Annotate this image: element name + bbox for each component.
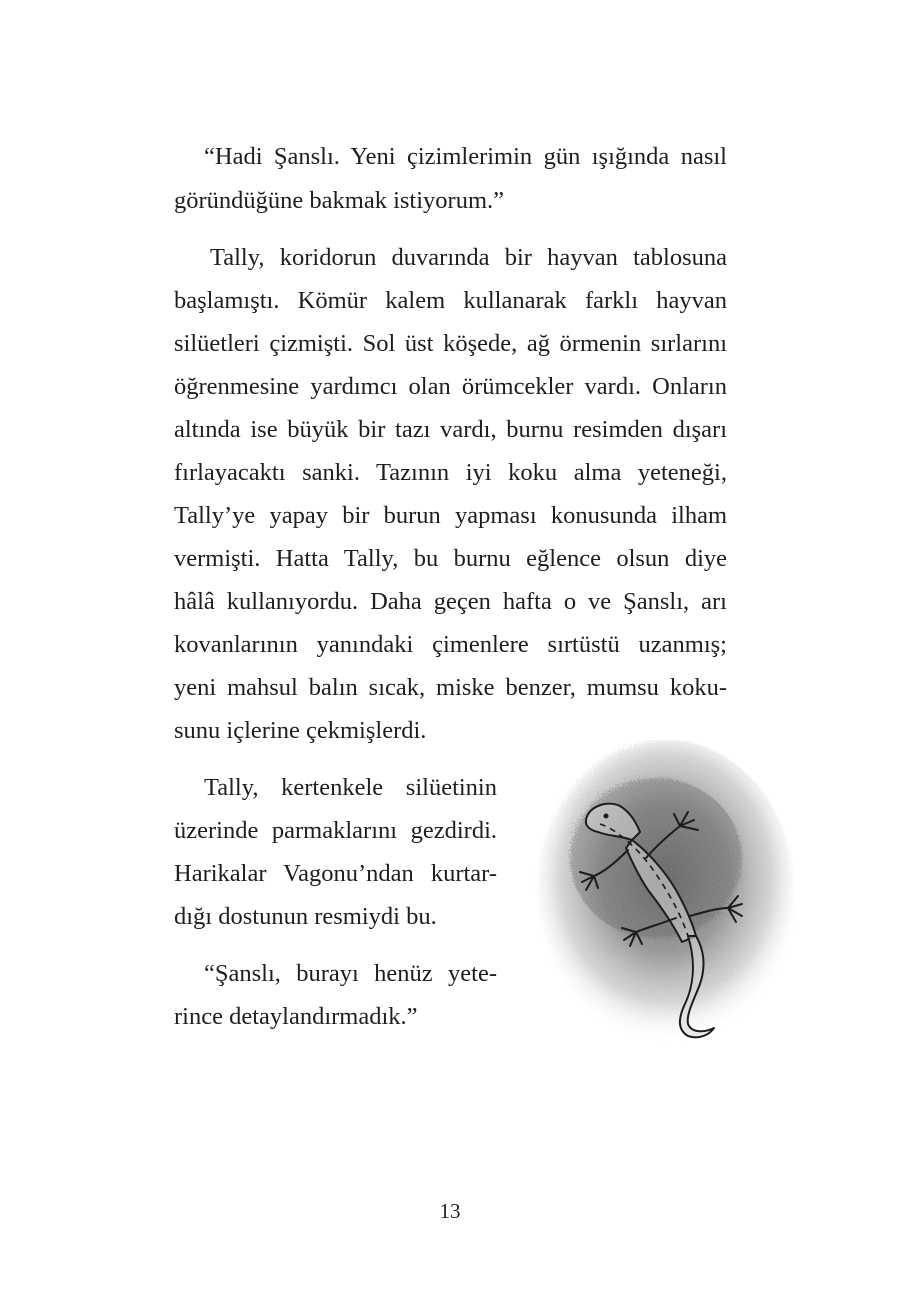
paragraph-3-line-2: üzerinde parmaklarını gezdirdi. — [174, 817, 497, 844]
paragraph-2-line-8: vermişti. Hatta Tally, bu burnu eğlence olsun diye — [174, 545, 727, 572]
paragraph-2-line-1: Tally, koridorun duvarında bir hayvan tablosuna — [210, 244, 727, 271]
page-number: 13 — [439, 1199, 461, 1223]
paragraph-2-line-6: fırlayacaktı sanki. Tazının iyi koku alma yeteneği, — [174, 459, 727, 486]
paragraph-2-line-2: başlamıştı. Kömür kalem kullanarak farklı hayvan — [174, 287, 727, 314]
lizard-sketch-icon — [528, 740, 808, 1070]
paragraph-2-line-5: altında ise büyük bir tazı vardı, burnu resimden dışarı — [174, 416, 727, 443]
paragraph-3-line-1: Tally, kertenkele silüetinin — [204, 774, 497, 801]
paragraph-2-line-9: hâlâ kullanıyordu. Daha geçen hafta o ve Şanslı, arı — [174, 588, 727, 615]
paragraph-2-line-4: öğrenmesine yardımcı olan örümcekler vardı. Onların — [174, 373, 727, 400]
paragraph-1-line-2: göründüğüne bakmak istiyorum.” — [174, 187, 505, 214]
paragraph-4-line-1: “Şanslı, burayı henüz yete- — [204, 960, 497, 987]
paragraph-3-line-4: dığı dostunun resmiydi bu. — [174, 903, 437, 930]
paragraph-4-line-2: rince detaylandırmadık.” — [174, 1003, 418, 1030]
paragraph-1-line-1: “Hadi Şanslı. Yeni çizimlerimin gün ışığında nasıl — [204, 143, 727, 170]
lizard-illustration — [528, 740, 808, 1070]
paragraph-2-line-12: sunu içlerine çekmişlerdi. — [174, 717, 427, 744]
paragraph-3-line-3: Harikalar Vagonu’ndan kurtar- — [174, 860, 497, 887]
paragraph-2-line-11: yeni mahsul balın sıcak, miske benzer, mumsu koku- — [174, 674, 727, 701]
paragraph-2-line-10: kovanlarının yanındaki çimenlere sırtüstü uzanmış; — [174, 631, 727, 658]
paragraph-2-line-7: Tally’ye yapay bir burun yapması konusunda ilham — [174, 502, 727, 529]
paragraph-2-line-3: silüetleri çizmişti. Sol üst köşede, ağ örmenin sırlarını — [174, 330, 727, 357]
